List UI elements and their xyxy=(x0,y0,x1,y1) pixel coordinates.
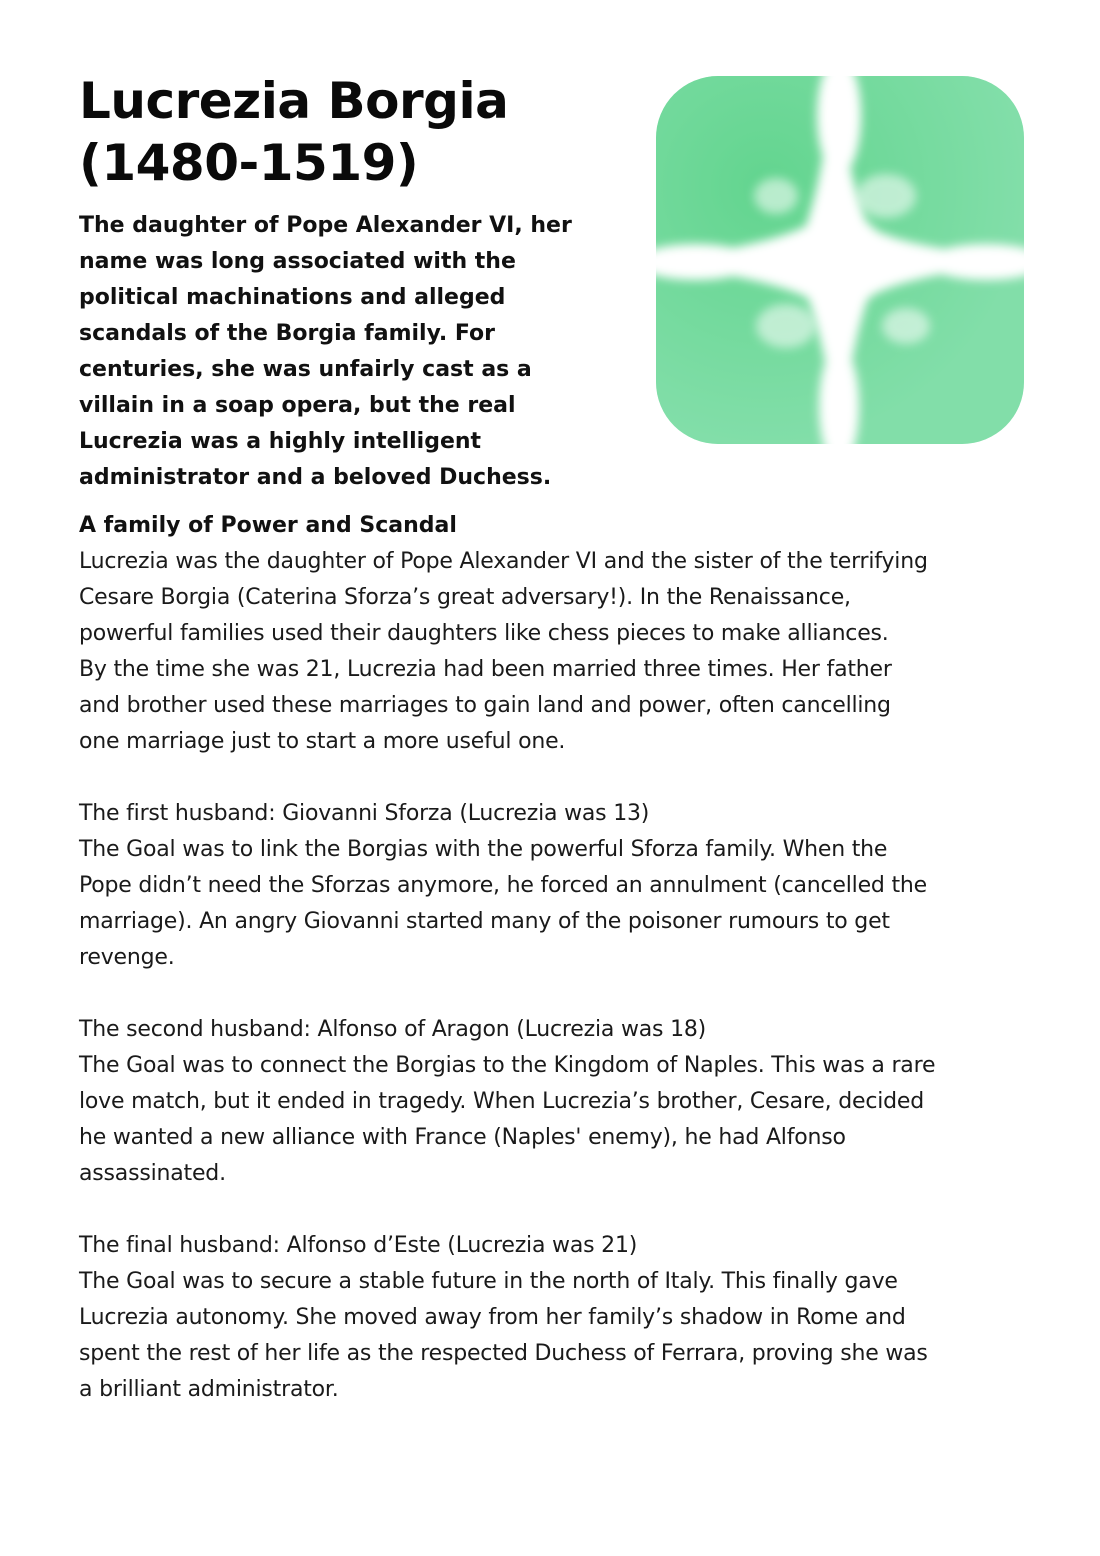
paragraph-line: he wanted a new alliance with France (Naples' enemy), he had Alfonso xyxy=(79,1125,846,1150)
intro-line: centuries, she was unfairly cast as a xyxy=(79,357,532,382)
paragraph-line: revenge. xyxy=(79,945,175,970)
paragraph-final-husband xyxy=(79,1228,1039,1408)
paragraph-line: a brilliant administrator. xyxy=(79,1377,339,1402)
article-body xyxy=(79,508,1039,1408)
intro-line: Lucrezia was a highly intelligent xyxy=(79,429,482,454)
paragraph-line: Pope didn’t need the Sforzas anymore, he forced an annulment (cancelled the xyxy=(79,873,927,898)
paragraph-line: Cesare Borgia (Caterina Sforza’s great adversary!). In the Renaissance, xyxy=(79,585,851,610)
paragraph-line: Lucrezia autonomy. She moved away from her family’s shadow in Rome and xyxy=(79,1305,906,1330)
paragraph-spacer xyxy=(79,976,1039,1012)
paragraph-family-background xyxy=(79,544,1039,760)
intro-line: administrator and a beloved Duchess. xyxy=(79,465,552,490)
paragraph-spacer xyxy=(79,760,1039,796)
paragraph-line: The Goal was to connect the Borgias to the Kingdom of Naples. This was a rare xyxy=(79,1053,936,1078)
paragraph-line: Lucrezia was the daughter of Pope Alexander VI and the sister of the terrifying xyxy=(79,549,928,574)
paragraph-line: The final husband: Alfonso d’Este (Lucrezia was 21) xyxy=(79,1233,638,1258)
paragraph-line: The Goal was to link the Borgias with the powerful Sforza family. When the xyxy=(79,837,888,862)
paragraph-line: The second husband: Alfonso of Aragon (Lucrezia was 18) xyxy=(79,1017,707,1042)
paragraph-line: By the time she was 21, Lucrezia had been married three times. Her father xyxy=(79,657,892,682)
paragraph-line: spent the rest of her life as the respected Duchess of Ferrara, proving she was xyxy=(79,1341,928,1366)
title-line: (1480-1519) xyxy=(79,134,419,192)
paragraph-first-husband xyxy=(79,796,1039,976)
paragraph-line: assassinated. xyxy=(79,1161,226,1186)
intro-line: name was long associated with the xyxy=(79,249,516,274)
intro-line: villain in a soap opera, but the real xyxy=(79,393,516,418)
intro-line: political machinations and alleged xyxy=(79,285,506,310)
paragraph-line: The first husband: Giovanni Sforza (Lucrezia was 13) xyxy=(79,801,650,826)
paragraph-line: The Goal was to secure a stable future in the north of Italy. This finally gave xyxy=(79,1269,898,1294)
paragraph-second-husband xyxy=(79,1012,1039,1192)
title-line: Lucrezia Borgia xyxy=(79,72,509,130)
paragraph-line: powerful families used their daughters like chess pieces to make alliances. xyxy=(79,621,889,646)
paragraph-line: marriage). An angry Giovanni started many of the poisoner rumours to get xyxy=(79,909,890,934)
page-title xyxy=(79,70,639,194)
paragraph-line: and brother used these marriages to gain land and power, often cancelling xyxy=(79,693,891,718)
intro-summary xyxy=(79,208,639,496)
intro-line: The daughter of Pope Alexander VI, her xyxy=(79,213,572,238)
paragraph-line: love match, but it ended in tragedy. When Lucrezia’s brother, Cesare, decided xyxy=(79,1089,924,1114)
section-heading: A family of Power and Scandal xyxy=(79,513,457,538)
intro-line: scandals of the Borgia family. For xyxy=(79,321,496,346)
paragraph-line: one marriage just to start a more useful one. xyxy=(79,729,566,754)
paragraph-spacer xyxy=(79,1192,1039,1228)
green-watercolor-tile-icon xyxy=(656,76,1024,444)
